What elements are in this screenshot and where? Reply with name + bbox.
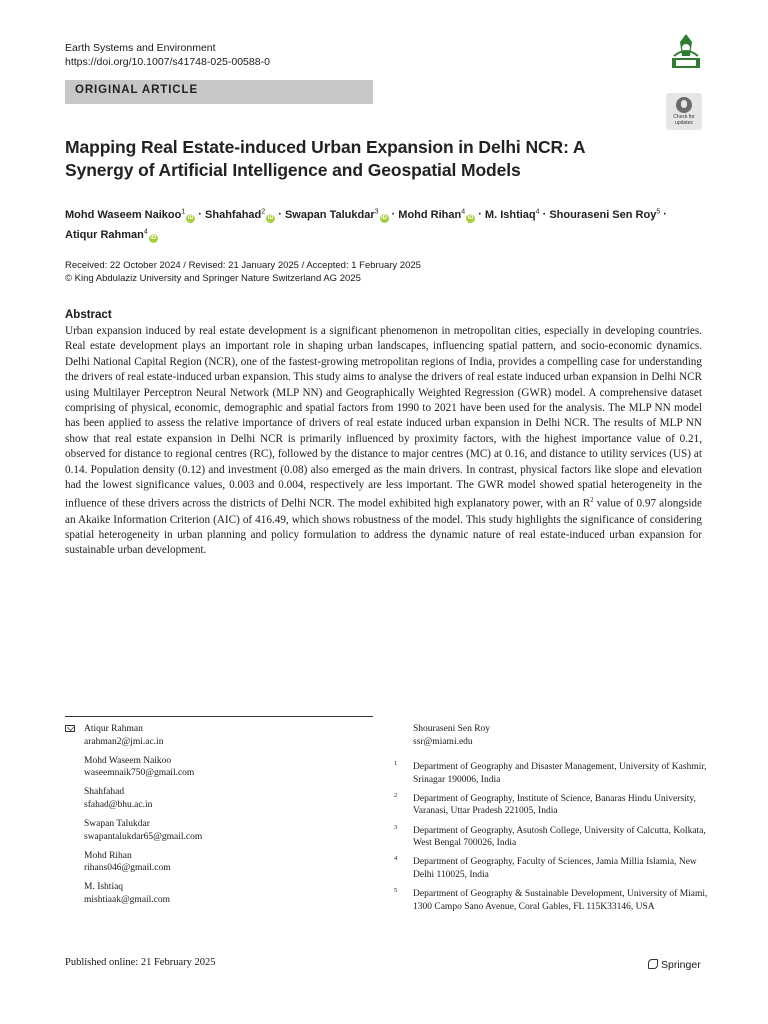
springer-horse-icon [648,959,658,969]
contact-email[interactable]: swapantalukdar65@gmail.com [84,831,203,842]
contact-entry [84,818,374,843]
contact-email[interactable]: waseemnaik750@gmail.com [84,768,195,779]
journal-name: Earth Systems and Environment [65,42,216,54]
abstract-text: Urban expansion induced by real estate development is a significant phenomenon in metropolitan cities, especially in developing countries. Real estate development plays an important role in shaping urban landscapes, influencing spatial pattern, and socio-economic dynamics. Delhi National Capital Region (NCR), one of the fastest-growing metropolitan regions of India, provides a compelling case for understanding the drivers of real estate-induced urban expansion. This study aims to analyse the drivers of real estate induced urban expansion in Delhi NCR using Multilayer Perceptron Neural Network (MLP NN) and Geographically Weighted Regression (GWR) model. A comprehensive dataset comprising of physical, economic, demographic and spatial factors from 1990 to 2021 have been used for the analysis. The MLP NN model has been applied to assess the relative importance of drivers of real estate induced urban expansion in Delhi NCR. The results of MLP NN show that real estate expansion in Delhi NCR is primarily influenced by proximity factors, with the highest importance value of 0.21, observed for distance to regional centres (RC), followed by the distance to major centres (MC) at 0.16, and distance to utility services (US) at 0.14. Population density (0.12) and investment (0.08) also emerged as the main drivers. In contrast, physical factors like slope and elevation had the lowest significance values, 0.003 and 0.004, respectively are less important. The GWR model showed spatial heterogeneity in the influence of these drivers across the districts of Delhi NCR. The model exhibited high explanatory power, with an $R^2$ value of 0.97 alongside an Akaike Information Criterion (AIC) of 416.49, which shows robustness of the model. This study highlights the significance of considering spatial heterogeneity in urban planning and policy formulation to address the dynamic nature of real estate-induced urban expansion for sustainable urban development. [65,325,702,557]
footnote-divider [65,716,373,717]
check-updates-badge[interactable] [666,93,702,130]
publisher-name: Springer [661,959,701,971]
journal-logo-icon [668,32,704,72]
history-dates: Received: 22 October 2024 / Revised: 21 January 2025 / Accepted: 1 February 2025 [65,260,421,271]
affiliation-column [394,723,713,920]
author[interactable]: Atiqur Rahman$^4$iD [65,228,157,242]
author[interactable]: Mohd Waseem Naikoo$^1$iD [65,208,194,221]
author[interactable]: Shahfahad$^2$iD [205,208,274,221]
contact-email[interactable]: ssr@miami.edu [413,736,473,747]
copyright-line: © King Abdulaziz University and Springer Nature Switzerland AG 2025 [65,273,361,284]
article-type-banner: ORIGINAL ARTICLE [65,80,373,104]
contact-email[interactable]: arahman2@jmi.ac.in [84,736,164,747]
contact-name: M. Ishtiaq [84,882,124,893]
orcid-icon[interactable]: iD [150,235,157,242]
author-list: Mohd Waseem Naikoo$^1$iD · Shahfahad$^2$iD · Swapan Talukdar$^3$iD · Mohd Rihan$^4$iD · M. Ishtiaq$^4$ · Shouraseni Sen Roy$^5$ · Atiqur Rahman$^4$iD [65,208,667,242]
contact-email[interactable]: rihans046@gmail.com [84,863,171,874]
contact-email[interactable]: mishtiaak@gmail.com [84,895,171,906]
article-dates [65,259,421,285]
author[interactable]: Shouraseni Sen Roy$^5$ [549,208,661,221]
affiliation: 1 Department of Geography and Disaster Management, University of Kashmir, Srinagar 190006, India [394,760,707,785]
contact-email[interactable]: sfahad@bhu.ac.in [84,799,153,810]
author[interactable]: Swapan Talukdar$^3$iD [284,208,388,221]
journal-header [65,41,270,69]
contact-name: Swapan Talukdar [84,819,150,830]
contact-entry [84,881,374,906]
contact-entry [84,755,374,780]
contact-entry [84,723,374,748]
publisher-logo[interactable] [648,959,701,971]
article-title: Mapping Real Estate-induced Urban Expansion in Delhi NCR: A Synergy of Artificial Intelligence and Geospatial Models [65,137,585,180]
orcid-icon[interactable]: iD [467,214,474,221]
contact-entry [84,786,374,811]
contact-entry [84,850,374,875]
contact-name: Mohd Waseem Naikoo [84,755,172,766]
mail-icon [65,725,75,732]
contact-name: Atiqur Rahman [84,724,143,734]
contact-name: Shouraseni Sen Roy [413,724,491,734]
contact-list [84,723,374,913]
author[interactable]: Mohd Rihan$^4$iD [398,208,474,221]
affiliation: 5 Department of Geography & Sustainable Development, University of Miami, 1300 Campo Sano Avenue, Coral Gables, FL 115K33146, USA [394,886,708,912]
contact-name: Mohd Rihan [84,850,132,861]
contact-name: Shahfahad [84,787,125,798]
orcid-icon[interactable]: iD [381,214,388,221]
orcid-icon[interactable]: iD [267,214,274,221]
check-updates-icon [676,97,692,113]
author[interactable]: M. Ishtiaq$^4$ [484,208,540,221]
affiliation: 3 Department of Geography, Asutosh College, University of Calcutta, Kolkata, West Bengal 700026, India [394,823,706,849]
check-updates-label: Check for updates [673,114,695,126]
orcid-icon[interactable]: iD [187,214,194,221]
affiliation: 2 Department of Geography, Institute of Science, Banaras Hindu University, Varanasi, Uttar Pradesh 221005, India [394,791,696,817]
published-date: Published online: 21 February 2025 [65,957,216,968]
affiliation: 4 Department of Geography, Faculty of Sciences, Jamia Millia Islamia, New Delhi 110025, India [394,855,697,880]
doi-link[interactable]: https://doi.org/10.1007/s41748-025-00588-0 [65,56,270,68]
abstract-heading: Abstract [65,309,112,321]
contact-entry [413,723,713,748]
